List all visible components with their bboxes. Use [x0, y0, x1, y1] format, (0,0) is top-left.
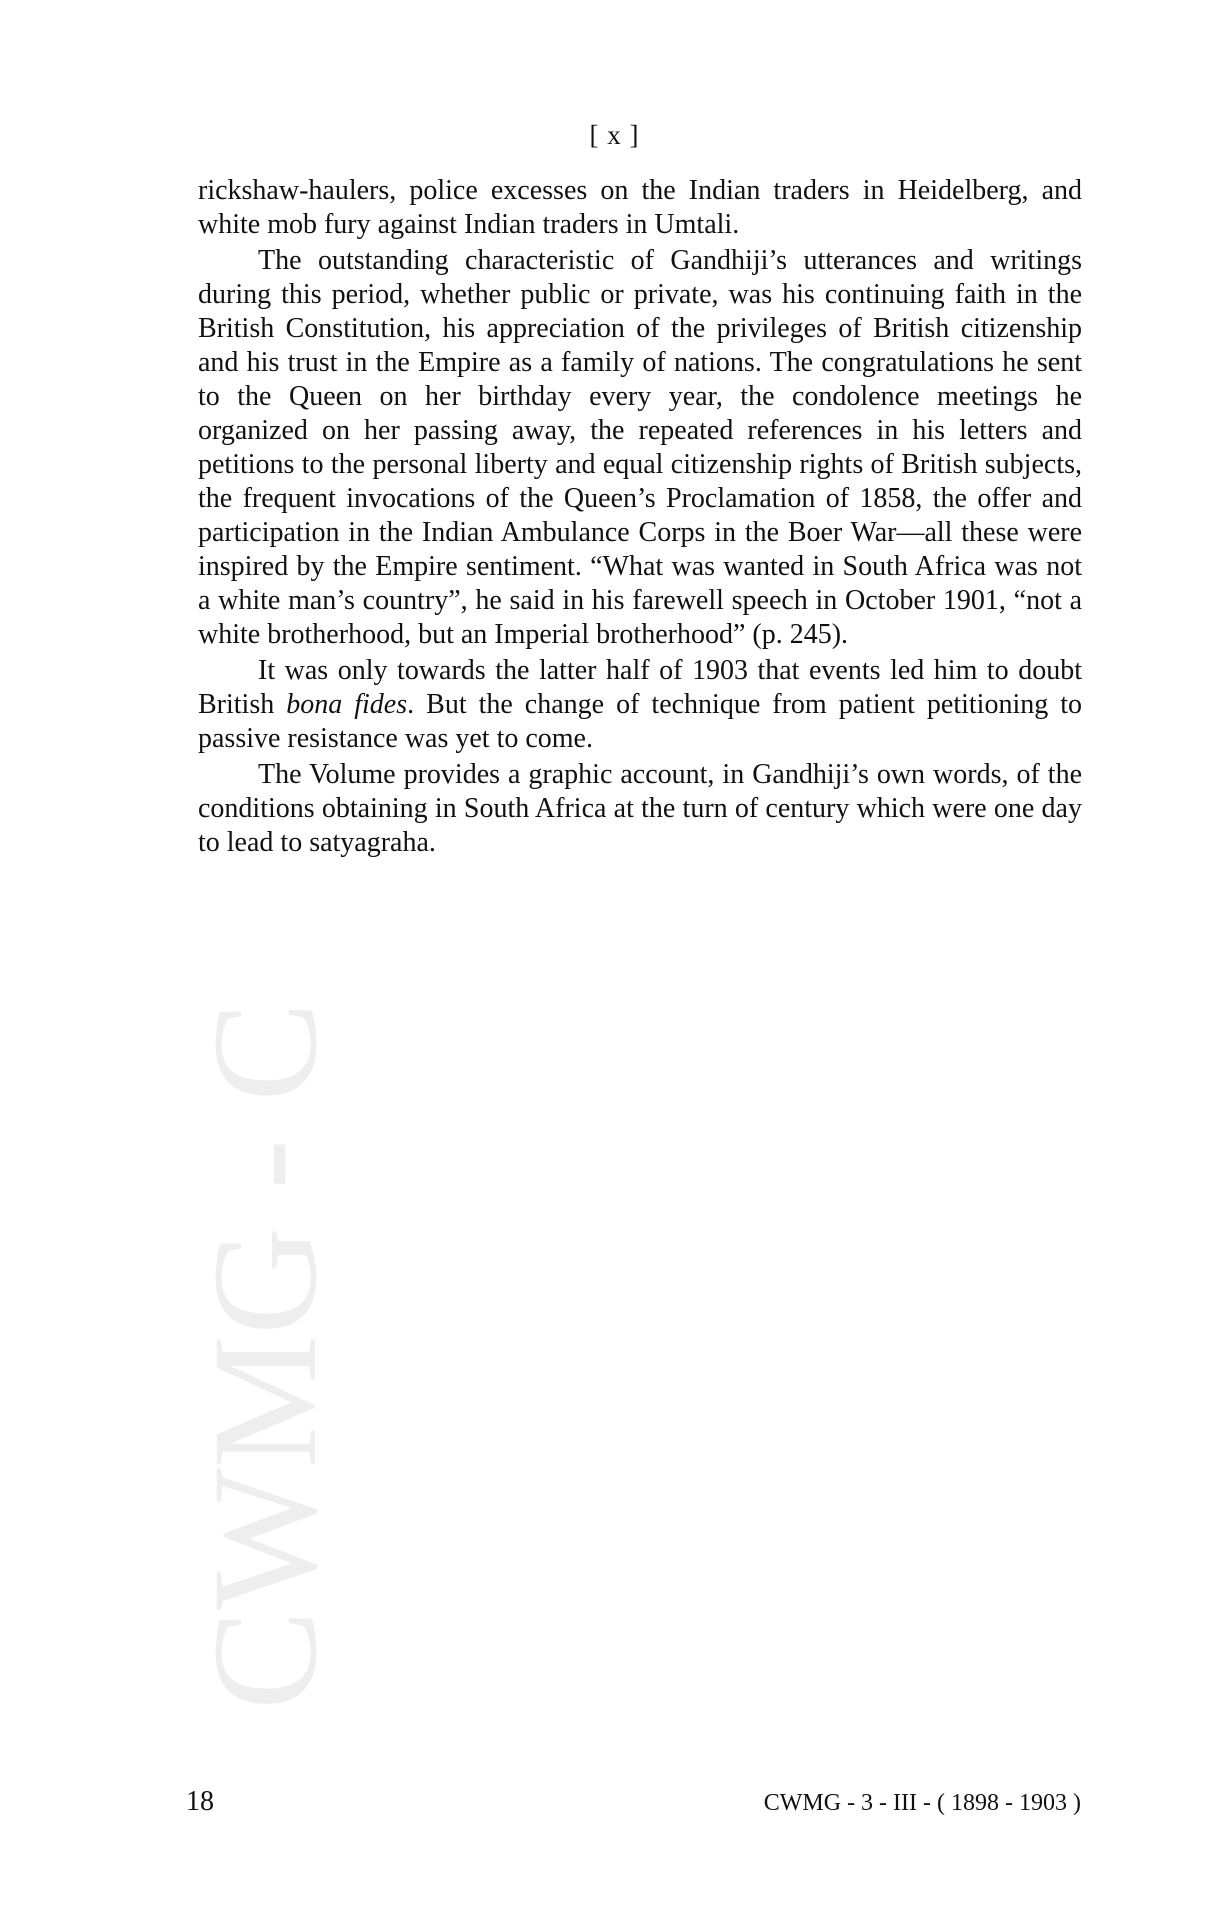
- paragraph-4: [198, 758, 1082, 860]
- paragraph-3: [198, 654, 1082, 756]
- paragraph-text: It was only towards the latter half of 1903 that events led him to doubt British: [198, 655, 1082, 720]
- watermark-text: CWMG - C: [182, 1001, 348, 1710]
- italic-phrase: bona fides: [286, 689, 408, 720]
- paragraph-text: rickshaw-haulers, police excesses on the Indian traders in Heidelberg, and white mob fury against Indian traders in Umtali.: [198, 175, 1082, 240]
- page-number: 18: [186, 1786, 214, 1817]
- paragraph-text: . But the change of technique from patient petitioning to passive resistance was yet to come.: [198, 689, 1083, 754]
- paragraph-2: [198, 244, 1082, 652]
- paragraph-1: [198, 174, 1082, 242]
- page-marker: [ x ]: [589, 120, 640, 150]
- paragraph-text: The outstanding characteristic of Gandhiji’s utterances and writings during this period, whether public or private, was his continuing faith in the British Constitution, his appreciation of the privileges of British citizenship and his trust in the Empire as a family of nations. The congratulations he sent to the Queen on her birthday every year, the condolence meetings he organized on her passing away, the repeated references in his letters and petitions to the personal liberty and equal citizenship rights of British subjects, the frequent invocations of the Queen’s Proclamation of 1858, the offer and participation in the Indian Ambulance Corps in the Boer War—all these were inspired by the Empire sentiment. “What was wanted in South Africa was not a white man’s country”, he said in his farewell speech in October 1901, “not a white brotherhood, but an Imperial brotherhood” (p. 245).: [198, 245, 1082, 650]
- main-text: [198, 174, 1082, 860]
- volume-reference: CWMG - 3 - III - ( 1898 - 1903 ): [763, 1790, 1081, 1816]
- paragraph-text: The Volume provides a graphic account, in Gandhiji’s own words, of the conditions obtaining in South Africa at the turn of century which were one day to lead to satyagraha.: [198, 759, 1082, 858]
